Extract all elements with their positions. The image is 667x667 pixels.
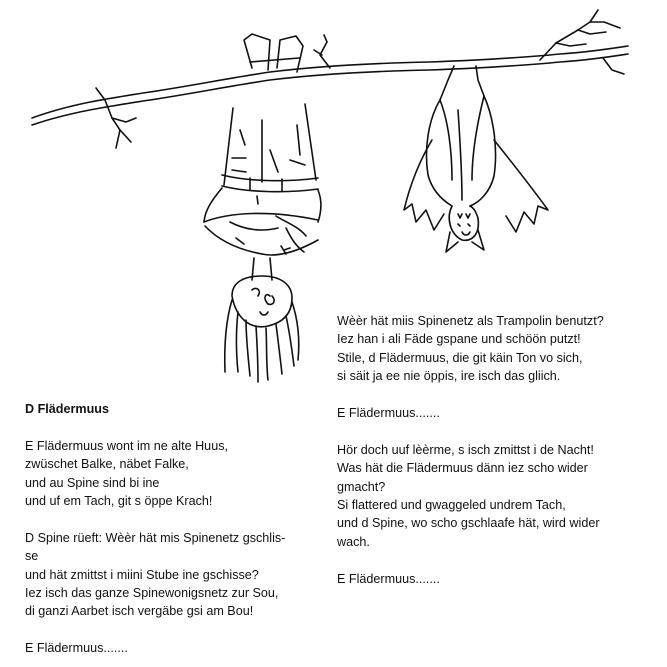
stanza-line: si säit ja ee nie öppis, ire isch das gliich. xyxy=(337,369,561,384)
stanza-line: Iez isch das ganze Spinewonigsnetz zur Sou, xyxy=(25,586,279,601)
right-column xyxy=(337,312,662,588)
left-column xyxy=(25,400,325,658)
stanza-line: E Flädermuus wont im ne alte Huus, xyxy=(25,438,228,453)
stanza-line: se xyxy=(25,549,39,564)
stanza-line: zwüschet Balke, näbet Falke, xyxy=(25,457,189,472)
bat-figure xyxy=(404,66,548,252)
refrain: E Flädermuus....... xyxy=(337,571,440,586)
stanza-line: Si flattered und gwaggeled undrem Tach, xyxy=(337,498,566,513)
stanza-line: gmacht? xyxy=(337,479,386,494)
stanza-line: und d Spine, wo scho gschlaafe hät, wird wider xyxy=(337,516,600,531)
poem-title: D Flädermuus xyxy=(25,402,109,416)
stanza-line: wach. xyxy=(337,534,370,549)
stanza-line: Wèèr hät miis Spinenetz als Trampolin benutzt? xyxy=(337,314,604,328)
stanza-line: Iez han i ali Fäde gspane und schöön putzt! xyxy=(337,332,581,347)
stanza-line: und au Spine sind bi ine xyxy=(25,475,160,490)
child-figure xyxy=(204,34,321,382)
stanza-line: Stile, d Flädermuus, die git käin Ton vo sich, xyxy=(337,350,583,365)
stanza-line: D Spine rüeft: Wèèr hät mis Spinenetz gschlis- xyxy=(25,530,286,545)
stanza-line: di ganzi Aarbet isch vergäbe gsi am Bou! xyxy=(25,604,254,619)
stanza-line: Was hät die Flädermuus dänn iez scho wider xyxy=(337,461,588,476)
stanza-line: und hät zmittst i miini Stube ine gschisse? xyxy=(25,567,259,582)
refrain: E Flädermuus....... xyxy=(25,641,128,656)
stanza-line: Hör doch uuf lèèrme, s isch zmittst i de Nacht! xyxy=(337,442,594,457)
stanza-line: und uf em Tach, git s öppe Krach! xyxy=(25,494,213,509)
branch xyxy=(32,46,628,118)
twig xyxy=(320,35,330,68)
refrain: E Flädermuus....... xyxy=(337,406,440,421)
